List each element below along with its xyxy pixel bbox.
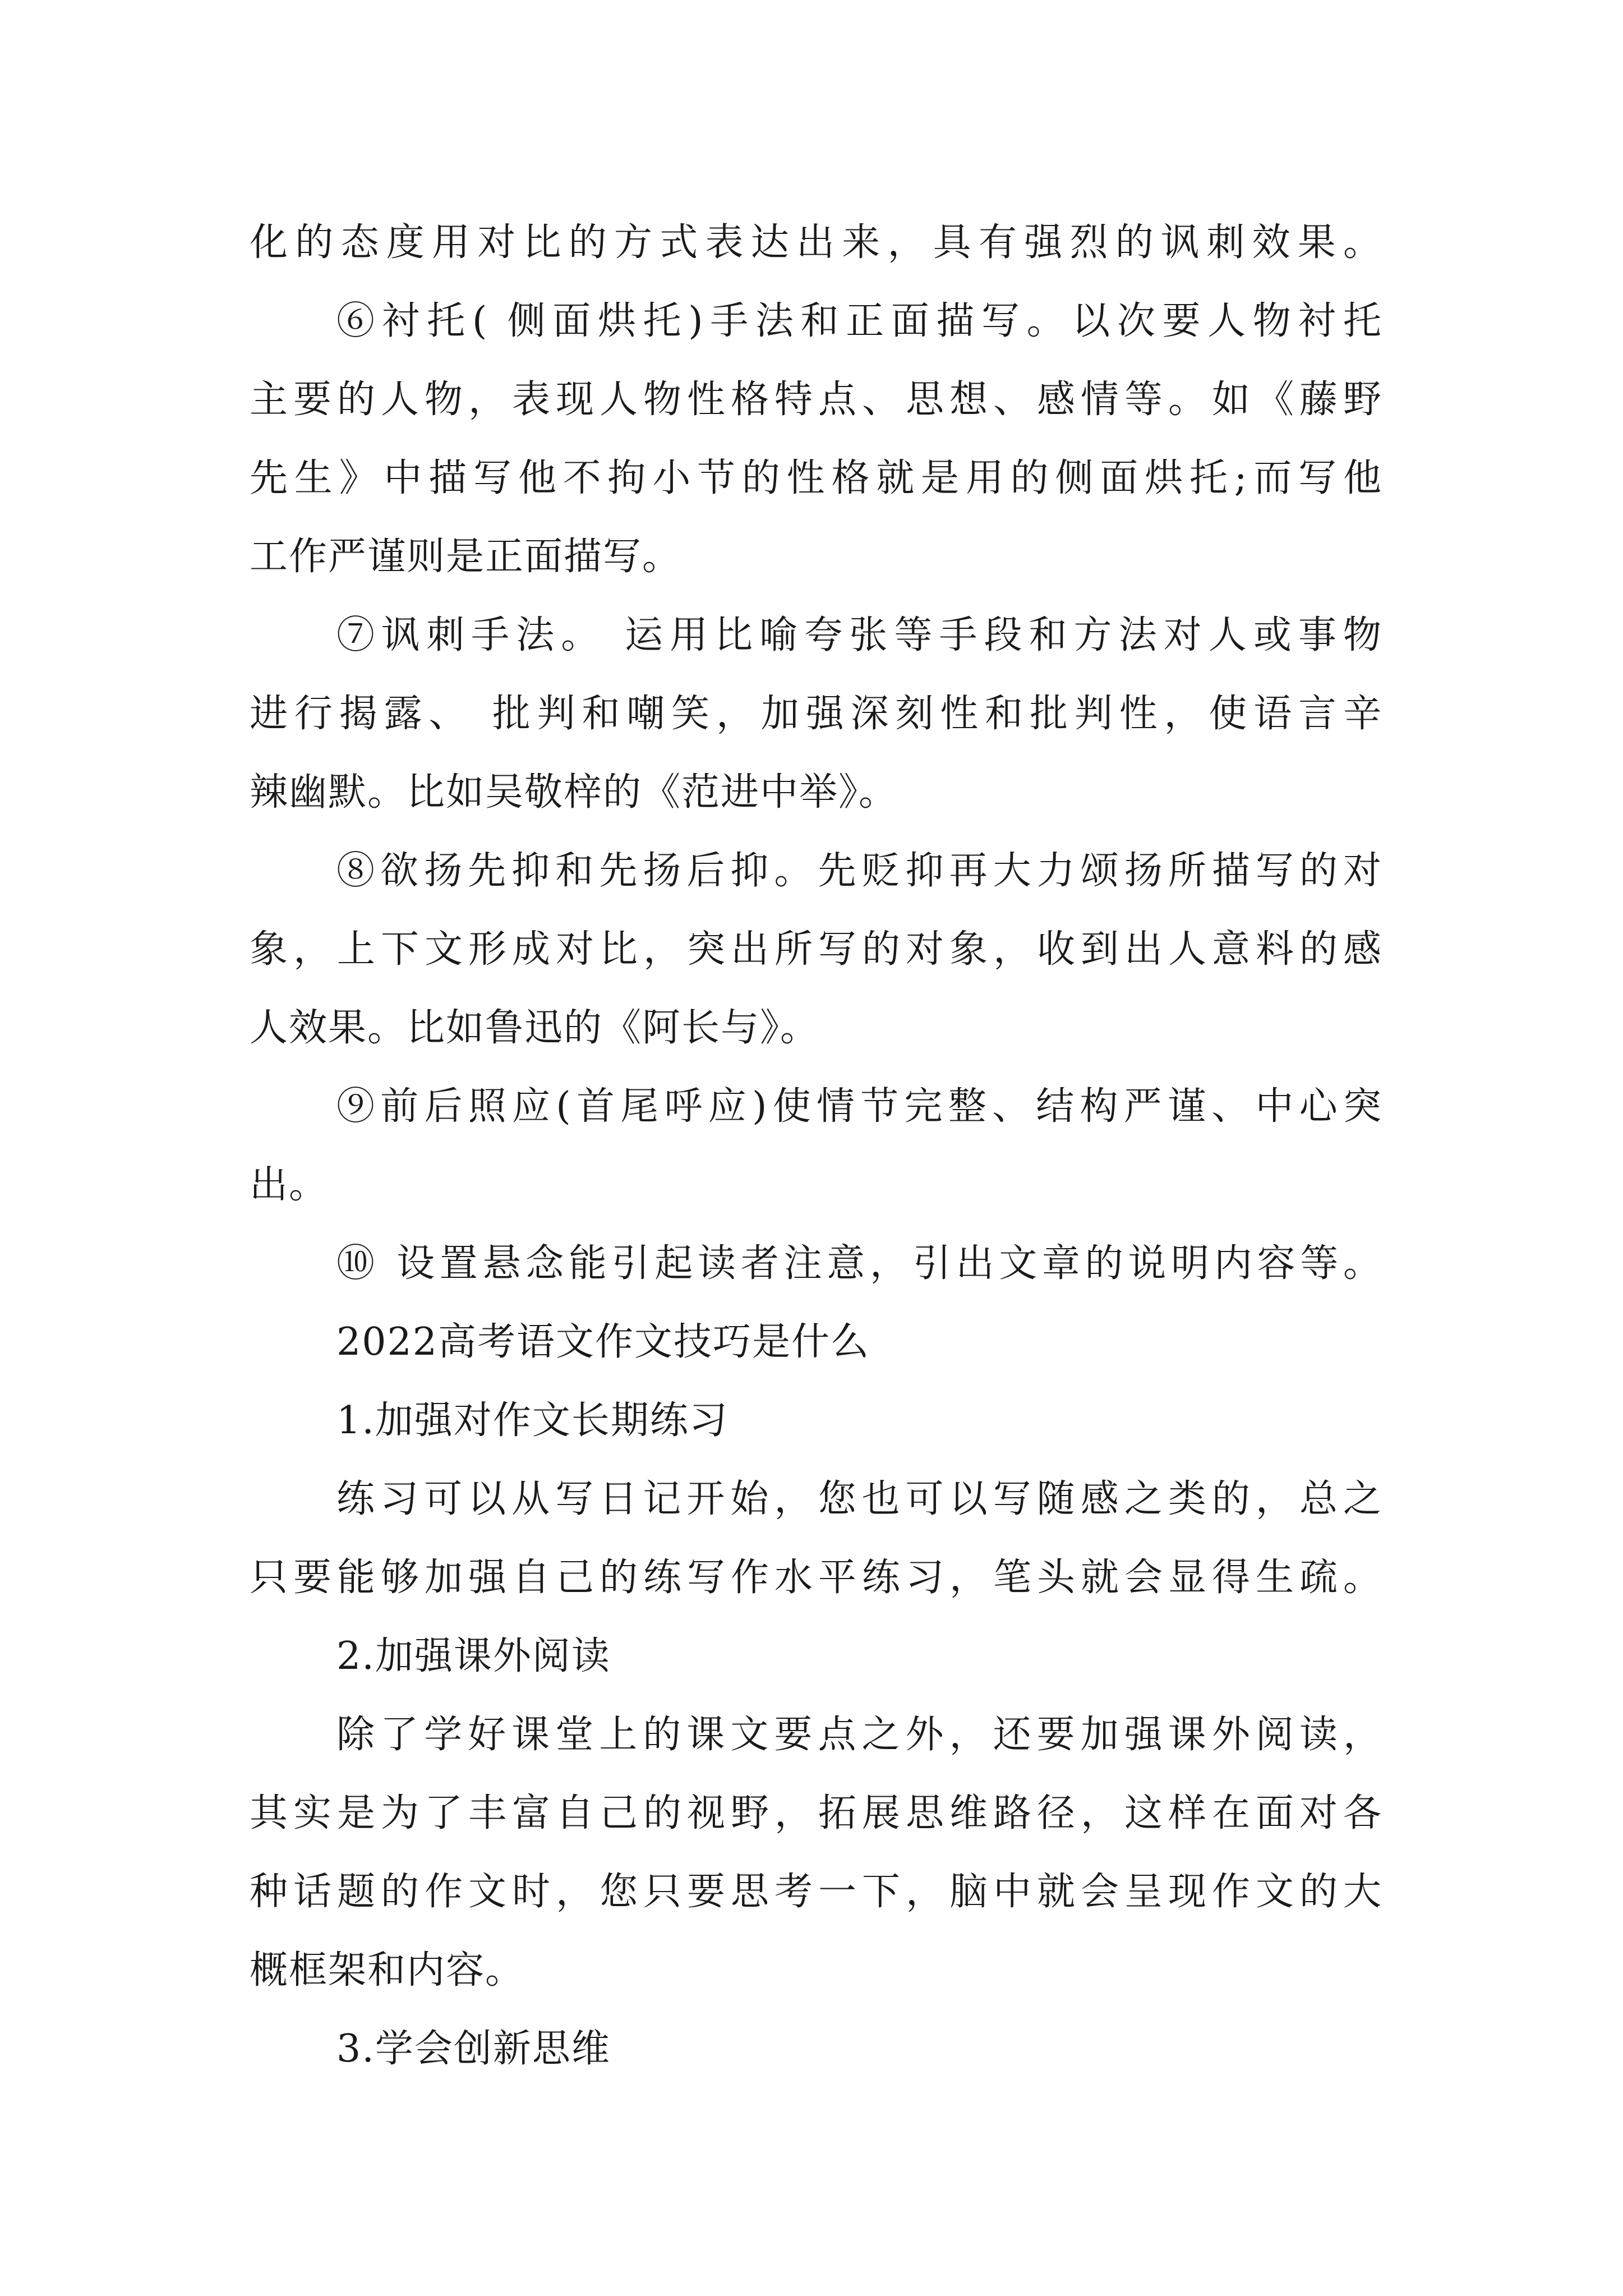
subheading: 1.加强对作文长期练习 — [336, 1398, 728, 1443]
text-line: ⑩ 设置悬念能引起读者注意，引出文章的说明内容等。 — [336, 1241, 1382, 1286]
text-line: 其实是为了丰富自己的视野，拓展思维路径，这样在面对各 — [250, 1791, 1382, 1835]
text-line: ⑦讽刺手法。 运用比喻夸张等手段和方法对人或事物 — [336, 613, 1382, 657]
text-line: 进行揭露、 批判和嘲笑，加强深刻性和批判性，使语言辛 — [250, 692, 1382, 736]
text-line: 象，上下文形成对比，突出所写的对象，收到出人意料的感 — [250, 927, 1382, 972]
text-line: 工作严谨则是正面描写。 — [250, 535, 682, 579]
section-heading: 2022高考语文作文技巧是什么 — [336, 1320, 870, 1364]
text-line: 种话题的作文时，您只要思考一下，脑中就会呈现作文的大 — [250, 1870, 1382, 1914]
subheading: 2.加强课外阅读 — [336, 1634, 611, 1678]
text-line: 主要的人物，表现人物性格特点、思想、感情等。如《藤野 — [250, 378, 1382, 422]
text-line: 人效果。比如鲁迅的《阿长与》。 — [250, 1006, 820, 1050]
text-line: 先生》中描写他不拘小节的性格就是用的侧面烘托;而写他 — [250, 456, 1382, 500]
text-line: 只要能够加强自己的练写作水平练习，笔头就会显得生疏。 — [250, 1556, 1382, 1600]
text-line: 除了学好课堂上的课文要点之外，还要加强课外阅读， — [336, 1713, 1382, 1757]
text-line: ⑥衬托( 侧面烘托)手法和正面描写。以次要人物衬托 — [336, 299, 1382, 343]
text-line: 化的态度用对比的方式表达出来，具有强烈的讽刺效果。 — [250, 220, 1382, 265]
text-line: 概框架和内容。 — [250, 1948, 525, 1993]
text-line: 练习可以从写日记开始，您也可以写随感之类的，总之 — [336, 1477, 1382, 1521]
text-line: ⑧欲扬先抑和先扬后抑。先贬抑再大力颂扬所描写的对 — [336, 849, 1382, 893]
text-line: 出。 — [250, 1163, 329, 1207]
subheading: 3.学会创新思维 — [336, 2027, 611, 2071]
text-line: ⑨前后照应(首尾呼应)使情节完整、结构严谨、中心突 — [336, 1084, 1382, 1129]
text-line: 辣幽默。比如吴敬梓的《范进中举》。 — [250, 770, 898, 815]
